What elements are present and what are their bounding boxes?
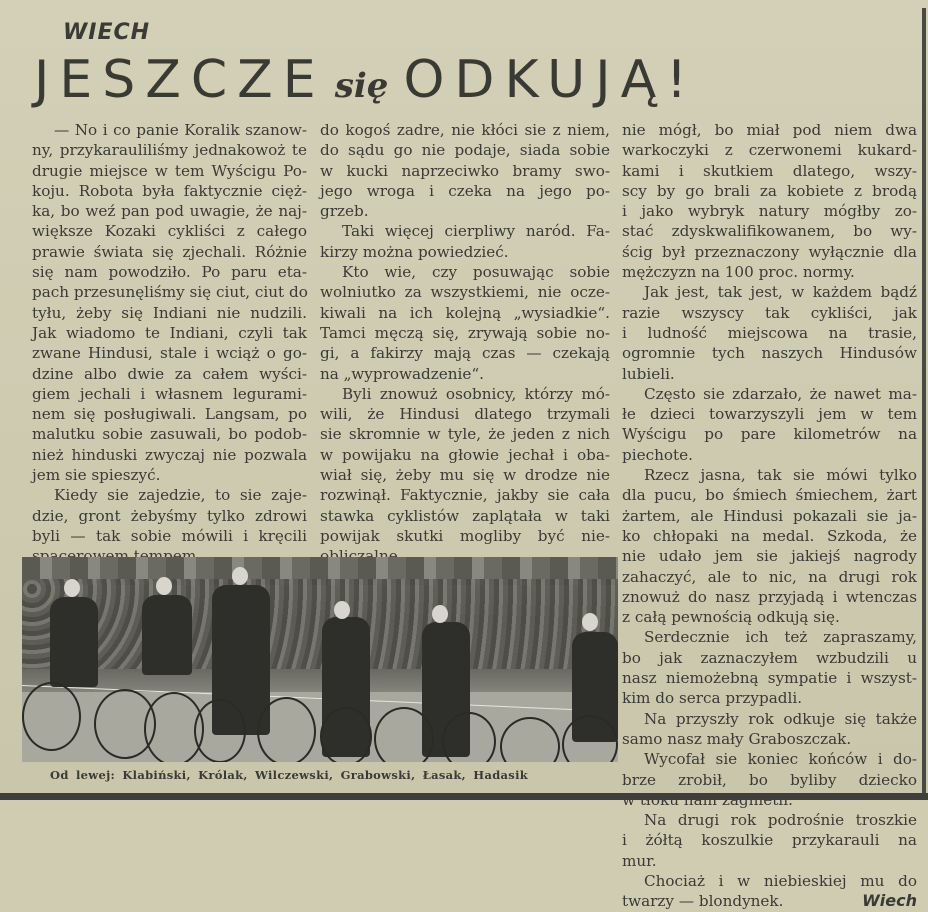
bottom-border-rule [0, 793, 928, 800]
article-line: stawka cyklistów zaplątała w taki [320, 506, 610, 525]
headline-part-2: się [334, 66, 389, 106]
headline-part-1: JESZCZE [34, 50, 326, 110]
photo-rider-head [582, 613, 598, 631]
article-line: byli — tak sobie mówili i kręcili [32, 526, 307, 545]
article-line: Wyścigu po pare kilometrów na [622, 425, 917, 444]
article-line: żartem, ale Hindusi pokazali sie ja- [622, 506, 917, 525]
article-line: dzie, gront żebyśmy tylko zdrowi [32, 506, 307, 525]
photo-bicycle-wheel [22, 682, 81, 751]
article-line: znowuż do nasz przyjadą i wtenczas [622, 587, 917, 606]
article-line: stać zdyskwalifikowanem, bo wy- [622, 222, 917, 241]
article-line: do sądu go nie podaje, siada sobie [320, 141, 610, 160]
article-line: zahaczyć, ale to nic, na drugi rok [622, 567, 917, 586]
author-kicker: WIECH [63, 20, 151, 45]
photo-rider-head [64, 579, 80, 597]
article-line: wiał się, żeby mu się w drodze nie [320, 466, 610, 485]
article-line: mężczyzn na 100 proc. normy. [622, 263, 855, 282]
article-line: Na przyszły rok odkuje się także [644, 709, 917, 728]
article-line: Chociaż i w niebieskiej mu do [644, 871, 917, 890]
column-border-rule [922, 8, 926, 800]
article-line: ko chłopaki na medal. Szkoda, że [622, 526, 917, 545]
article-line: razie wszyscy tak cykliści, jak [622, 303, 917, 322]
photo-rider-head [432, 605, 448, 623]
article-line: Kiedy sie zajedzie, to sie zaje- [54, 486, 307, 505]
article-line: sie skromnie w tyle, że jeden z nich [320, 425, 610, 444]
article-line: koju. Robota była faktycznie cięż- [32, 181, 307, 200]
photo-bicycle-wheel [374, 707, 434, 762]
article-line [622, 891, 917, 911]
article-line: wili, że Hindusi dlatego trzymali [320, 405, 610, 424]
article-line: Serdecznie ich też zapraszamy, [644, 628, 917, 647]
photo-rider [142, 595, 192, 675]
article-line: do kogoś zadre, nie kłóci sie z niem, [320, 121, 610, 139]
article-line: dla pucu, bo śmiech śmiechem, żart [622, 486, 917, 505]
article-line: giem jechali i własnem legurami- [32, 384, 307, 403]
article-line: i ludność miejscowa na trasie, [622, 323, 917, 342]
photo-rider-head [156, 577, 172, 595]
article-line: tyłu, żeby się Indiani nie nudzili. [32, 303, 307, 322]
article-line: prawie świata się zjechali. Różnie [32, 242, 307, 261]
photo-crowd [22, 579, 618, 669]
photo-bicycle-wheel [320, 707, 372, 762]
article-line: zwane Hindusi, stale i wciąż o go- [32, 344, 307, 363]
article-line: Byli znowuż osobnicy, którzy mó- [342, 384, 610, 403]
photo-rider [50, 597, 98, 687]
article-line: ny, przykarauliliśmy jednakowoż te [32, 141, 307, 160]
article-line: ogromnie tych naszych Hindusów [622, 344, 917, 363]
article-line: jego wroga i czeka na jego po- [320, 181, 610, 200]
article-line: Wycofał sie koniec końców i do- [644, 750, 917, 769]
article-line: bo jak zaznaczyłem wzbudzili u [622, 648, 917, 667]
article-line: na „wyprowadzenie“. [320, 364, 484, 383]
article-line: pach przesunęliśmy się ciut, ciut do [32, 283, 308, 302]
article-line: z całą pewnością odkują się. [622, 608, 840, 627]
article-line: kim do serca przypadli. [622, 689, 803, 708]
article-column-2 [320, 120, 610, 627]
article-line: się nam powodziło. Po paru eta- [32, 263, 307, 282]
article-line: brze zrobił, bo byliby dziecko [622, 770, 917, 789]
photo-bicycle-wheel [257, 697, 316, 762]
article-line: dzine albo dwie za całem wyści- [32, 364, 307, 383]
article-line: mur. [622, 851, 657, 870]
article-line: piechote. [622, 445, 693, 464]
article-line: Rzecz jasna, tak sie mówi tylko [644, 466, 917, 485]
article-line: grzeb. [320, 202, 369, 221]
article-line: ka, bo weź pan pod uwagie, że naj- [32, 202, 307, 221]
article-line: Tamci męczą się, zrywają sobie no- [320, 323, 610, 342]
article-line: gi, a fakirzy mają czas — czekają [320, 344, 610, 363]
article-line: powijak skutki mogliby być nie- [320, 526, 610, 545]
article-line: nie mógł, bo miał pod niem dwa [622, 121, 917, 139]
article-line: Taki więcej cierpliwy naród. Fa- [342, 222, 610, 241]
article-line: kiwali na ich kolejną „wysiadkie“. [320, 303, 610, 322]
article-line: ścig był przeznaczony wyłącznie dla [622, 242, 917, 261]
article-line: warkoczyki z czerwonemi kukard- [622, 141, 917, 160]
article-line: nie udało jem sie jakiejś nagrody [622, 547, 917, 566]
photo-rider-head [334, 601, 350, 619]
headline [34, 50, 697, 110]
headline-part-3: ODKUJĄ! [403, 50, 697, 110]
article-line: nież hinduski zwyczaj nie pozwala [32, 445, 307, 464]
article-line: i żółtą koszulkie przykarauli na [622, 831, 917, 850]
article-line: drugie miejsce w tem Wyścigu Po- [32, 161, 307, 180]
article-line: w kucki naprzeciwko bramy swo- [320, 161, 610, 180]
article-line: lubieli. [622, 364, 675, 383]
article-line: nasz niemożebną sympatie i wszyst- [622, 669, 917, 688]
article-column-1 [32, 120, 307, 627]
article-line: większe Kozaki cykliści z całego [32, 222, 307, 241]
article-line: jem sie spieszyć. [32, 466, 161, 485]
article-line-text: twarzy — blondynek. [622, 892, 784, 911]
article-line: w powijaku na głowie jechał i oba- [320, 445, 610, 464]
article-line: Jak wiadomo te Indiani, czyli tak [32, 323, 307, 342]
article-line: — No i co panie Koralik szanow- [54, 121, 307, 139]
article-line: samo nasz mały Graboszczak. [622, 729, 852, 748]
article-line: wolniutko za wszystkiemi, nie ocze- [320, 283, 610, 302]
article-line: nem się posługiwali. Langsam, po [32, 405, 307, 424]
photo-rider-head [232, 567, 248, 585]
article-line: łe dzieci towarzyszyli jem w tem [622, 405, 917, 424]
article-line: kirzy można powiedzieć. [320, 242, 509, 261]
article-line: rozwinął. Faktycznie, jakby sie cała [320, 486, 610, 505]
article-line: kami i skutkiem dlatego, wszy- [622, 161, 917, 180]
photo-caption: Od lewej: Klabiński, Królak, Wilczewski, Grabowski, Łasak, Hadasik [50, 768, 529, 782]
author-signature: Wiech [862, 891, 917, 911]
article-line: malutku sobie zasuwali, bo podob- [32, 425, 307, 444]
article-line: scy by go brali za kobiete z brodą [622, 181, 917, 200]
article-line: Na drugi rok podrośnie troszkie [644, 811, 917, 830]
article-line: Kto wie, czy posuwając sobie [342, 263, 610, 282]
article-line: Często sie zdarzało, że nawet ma- [644, 384, 917, 403]
cyclists-photo [22, 557, 618, 762]
photo-bicycle-wheel [442, 712, 496, 762]
photo-bicycle-wheel [194, 699, 246, 762]
article-line: i jako wybryk natury mógłby zo- [622, 202, 917, 221]
article-line: Jak jest, tak jest, w każdem bądź [644, 283, 917, 302]
